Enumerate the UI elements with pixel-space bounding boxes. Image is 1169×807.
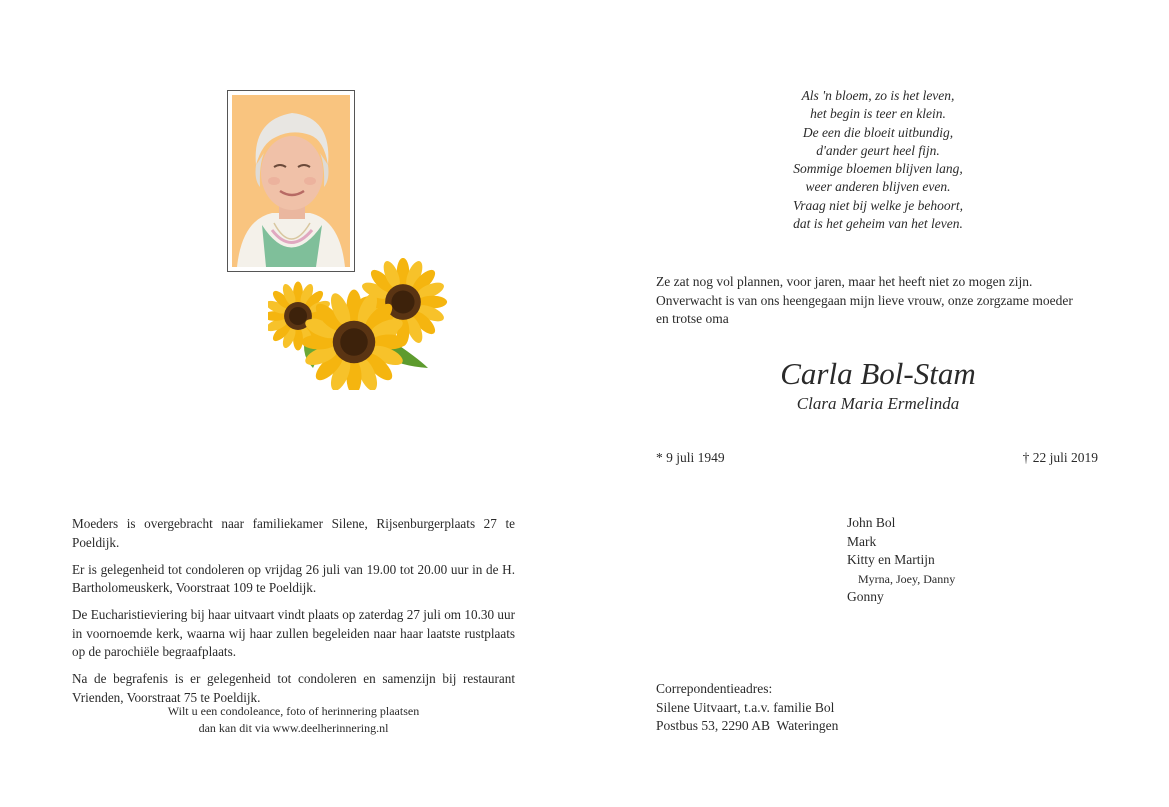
poem-line: Sommige bloemen blijven lang,: [793, 161, 963, 177]
family-member: Mark: [847, 533, 877, 549]
notice-service: De Eucharistieviering bij haar uitvaart vindt plaats op zaterdag 27 juli om 10.30 uur in voornoemde kerk, waarna wij haar zullen begeleiden naar haar laatste rustplaats op de parochiële begraafplaats.: [72, 607, 515, 659]
deceased-given-names: Clara Maria Ermelinda: [796, 394, 960, 413]
poem-line: dat is het geheim van het leven.: [793, 216, 963, 232]
deceased-name: Carla Bol-Stam: [780, 356, 976, 391]
intro-line: en trotse oma: [656, 311, 729, 326]
birth-date: * 9 juli 1949: [656, 450, 725, 465]
poem-line: d'ander geurt heel fijn.: [816, 142, 940, 158]
sunflower-icon: [268, 258, 448, 390]
condolence-link[interactable]: dan kan dit via www.deelherinnering.nl: [198, 721, 389, 735]
address-line: Silene Uitvaart, t.a.v. familie Bol: [656, 699, 835, 715]
sunflowers-decoration: [268, 258, 448, 390]
poem-line: weer anderen blijven even.: [805, 179, 951, 195]
grandchildren: Myrna, Joey, Danny: [858, 571, 956, 586]
announcement-intro: [656, 273, 1106, 329]
poem: [656, 87, 1100, 233]
condolence-note: [72, 703, 515, 737]
family-member: Kitty en Martijn: [847, 552, 935, 568]
address-heading: Correpondentieadres:: [656, 681, 773, 696]
portrait-photo: [227, 90, 355, 272]
poem-line: het begin is teer en klein.: [810, 106, 946, 122]
family-list: [847, 514, 955, 607]
address-line: Postbus 53, 2290 AB Wateringen: [656, 718, 839, 733]
condolence-line: Wilt u een condoleance, foto of herinnering plaatsen: [167, 704, 420, 718]
intro-line: Onverwacht is van ons heengegaan mijn lieve vrouw, onze zorgzame moeder: [656, 292, 1073, 308]
family-member: John Bol: [847, 515, 896, 530]
poem-line: Als 'n bloem, zo is het leven,: [801, 88, 955, 103]
notice-gathering: Na de begrafenis is er gelegenheid tot condoleren en samenzijn bij restaurant Vrienden, Voorstraat 75 te Poeldijk.: [72, 671, 515, 705]
poem-line: De een die bloeit uitbundig,: [802, 124, 954, 140]
death-date: † 22 juli 2019: [1022, 450, 1098, 465]
poem-line: Vraag niet bij welke je behoort,: [793, 197, 963, 213]
funeral-notices: [72, 515, 515, 716]
correspondence-address: [656, 680, 838, 736]
notice-condolence: Er is gelegenheid tot condoleren op vrijdag 26 juli van 19.00 tot 20.00 uur in de H. Bartholomeuskerk, Voorstraat 109 te Poeldijk.: [72, 561, 515, 595]
portrait-image: [232, 95, 350, 267]
notice-transfer: Moeders is overgebracht naar familiekamer Silene, Rijsenburgerplaats 27 te Poeldijk.: [72, 516, 515, 550]
portrait-illustration: [232, 95, 350, 267]
intro-line: Ze zat nog vol plannen, voor jaren, maar het heeft niet zo mogen zijn.: [656, 274, 1033, 289]
family-member: Gonny: [847, 589, 884, 605]
